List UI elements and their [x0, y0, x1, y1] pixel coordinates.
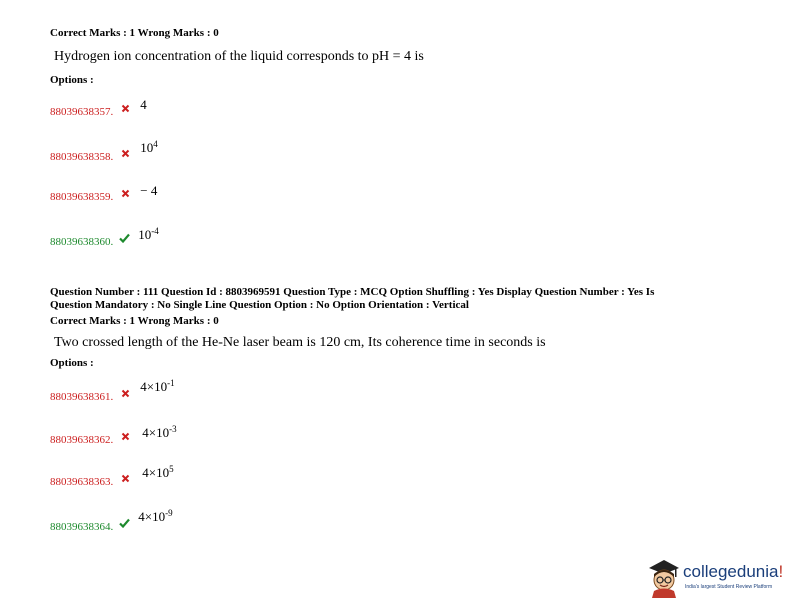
q2-option-4[interactable]: [50, 508, 173, 533]
option-id: 88039638361.: [50, 391, 114, 403]
option-value: [138, 227, 159, 242]
option-value-exponent: -4: [151, 226, 159, 236]
cross-icon: [121, 185, 130, 203]
option-id: 88039638358.: [50, 151, 114, 163]
q1-marks: Correct Marks : 1 Wrong Marks : 0: [50, 27, 219, 39]
option-id: 88039638360.: [50, 236, 114, 248]
option-value-exponent: -3: [169, 424, 177, 434]
option-value-exponent: -1: [167, 378, 175, 388]
cross-icon: [121, 145, 130, 163]
cross-icon: [121, 470, 130, 488]
q2-meta-line-2: Question Mandatory : No Single Line Question Option : No Option Orientation : Vertical: [50, 299, 469, 311]
option-value-base: 4×10: [142, 465, 170, 480]
q2-option-3[interactable]: [50, 464, 174, 488]
q2-option-2[interactable]: [50, 424, 177, 446]
option-value-base: 4: [140, 97, 147, 112]
option-value-exponent: 5: [169, 464, 174, 474]
option-value: [142, 465, 173, 480]
q1-option-3[interactable]: [50, 182, 158, 203]
option-value: [140, 379, 174, 394]
logo-name: collegedunia!: [683, 562, 784, 581]
q2-question-text: Two crossed length of the He-Ne laser beam is 120 cm, Its coherence time in seconds is: [54, 335, 546, 350]
q2-meta: [50, 286, 730, 312]
cross-icon: [121, 385, 130, 403]
option-value-base: 10: [140, 140, 154, 155]
option-id: 88039638357.: [50, 106, 114, 118]
option-value: [138, 509, 172, 524]
option-id: 88039638364.: [50, 521, 114, 533]
q1-question-text: Hydrogen ion concentration of the liquid corresponds to pH = 4 is: [54, 49, 424, 64]
q2-option-1[interactable]: [50, 378, 175, 403]
q1-option-4[interactable]: [50, 226, 159, 248]
option-value-base: 4×10: [140, 379, 168, 394]
option-value-base: 4×10: [142, 425, 170, 440]
mascot-icon: [645, 556, 683, 603]
option-value-exponent: 4: [153, 139, 158, 149]
q2-options-label: Options :: [50, 357, 94, 369]
q2-meta-line-1: Question Number : 111 Question Id : 8803969591 Question Type : MCQ Option Shuffling : Yes Display Question Number : Yes Is: [50, 286, 655, 298]
option-id: 88039638362.: [50, 434, 114, 446]
cross-icon: [121, 100, 130, 118]
check-icon: [119, 515, 130, 533]
option-value: [140, 97, 147, 112]
q1-options-label: Options :: [50, 74, 94, 86]
check-icon: [119, 230, 130, 248]
logo-tagline: India's largest Student Review Platform: [685, 584, 773, 590]
option-value-base: − 4: [140, 183, 158, 198]
collegedunia-logo: [645, 556, 785, 600]
q1-option-1[interactable]: [50, 96, 147, 118]
option-value: [142, 425, 176, 440]
option-id: 88039638359.: [50, 191, 114, 203]
option-value-exponent: -9: [165, 508, 173, 518]
option-value: [140, 140, 158, 155]
option-value: [140, 183, 157, 198]
q2-marks: Correct Marks : 1 Wrong Marks : 0: [50, 315, 219, 327]
option-id: 88039638363.: [50, 476, 114, 488]
option-value-base: 4×10: [138, 509, 166, 524]
option-value-base: 10: [138, 227, 152, 242]
cross-icon: [121, 428, 130, 446]
q1-option-2[interactable]: [50, 139, 158, 163]
